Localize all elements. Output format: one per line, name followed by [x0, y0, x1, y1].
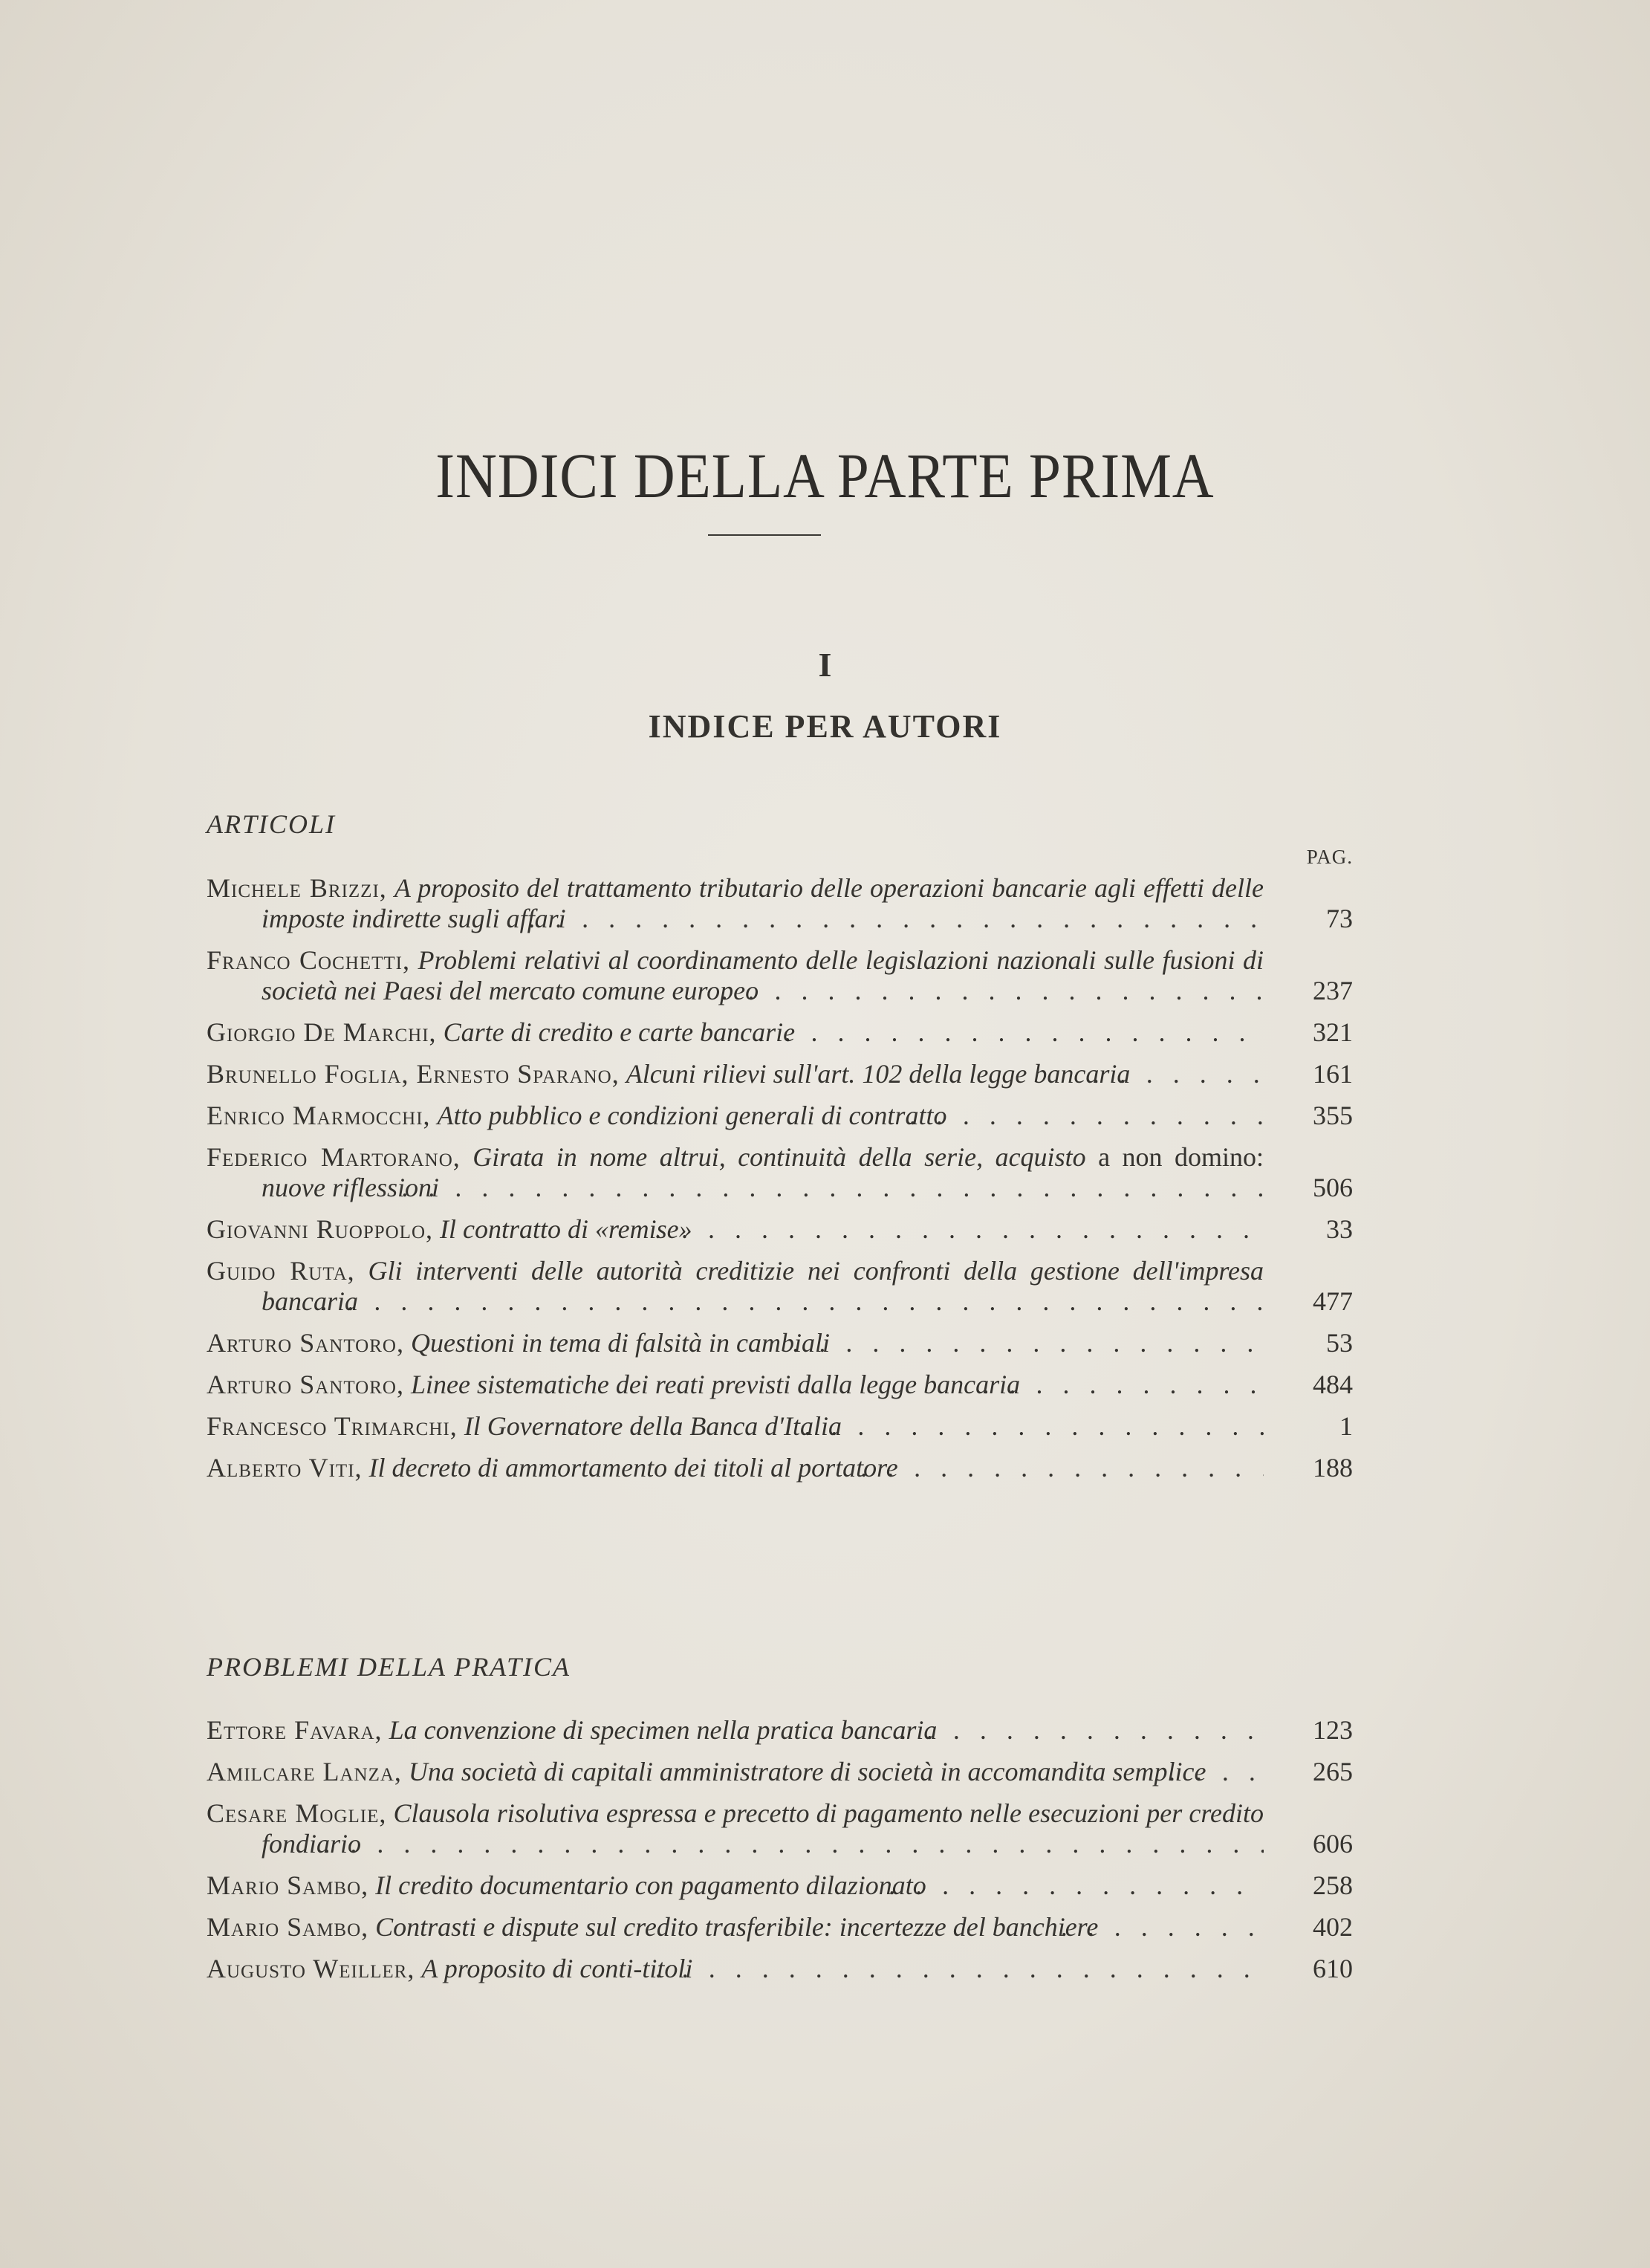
entry-title: Carte di credito e carte bancarie: [443, 1017, 796, 1047]
entry-title: A proposito del trattamento tributario delle operazioni bancarie agli effetti delle imposte indirette sugli affari: [262, 873, 1264, 933]
entry-title: Contrasti e dispute sul credito trasferibile: incertezze del banchiere: [375, 1912, 1099, 1942]
index-entry: [207, 945, 1353, 1006]
entry-text: [207, 1411, 1264, 1442]
entry-title: Il contratto di «remise»: [440, 1214, 692, 1244]
entry-title: Questioni in tema di falsità in cambiali: [410, 1328, 830, 1358]
entry-page-number: 321: [1313, 1017, 1353, 1047]
entry-author: Giorgio De Marchi,: [207, 1017, 437, 1047]
index-entry: [207, 873, 1353, 934]
entry-page-number: 33: [1326, 1214, 1353, 1244]
entry-title: Girata in nome altrui, continuità della serie, acquisto: [472, 1142, 1086, 1172]
index-entry: [207, 1101, 1353, 1131]
entry-title: A proposito di conti-titoli: [421, 1954, 693, 1983]
entry-page-number: 237: [1313, 976, 1353, 1005]
entry-author: Federico Martorano,: [207, 1142, 461, 1172]
entry-author: Guido Ruta,: [207, 1256, 355, 1286]
entry-author: Giovanni Ruoppolo,: [207, 1214, 434, 1244]
entry-title: Il Governatore della Banca d'Italia: [464, 1411, 842, 1441]
index-entry: [207, 1870, 1353, 1901]
entry-text: [207, 1870, 1264, 1901]
page-column-header: PAG.: [1306, 846, 1353, 868]
entry-author: Augusto Weiller,: [207, 1954, 415, 1983]
index-entry: [207, 1142, 1353, 1203]
entry-page-number: 161: [1313, 1059, 1353, 1089]
entry-title: Clausola risolutiva espressa e precetto di pagamento nelle esecuzioni per credito fondiario: [262, 1798, 1264, 1859]
section-numeral: I: [818, 646, 832, 684]
entry-page-number: 188: [1313, 1453, 1353, 1483]
entry-title: Alcuni rilievi sull'art. 102 della legge bancaria: [626, 1059, 1131, 1089]
entry-text: [207, 1912, 1264, 1943]
entry-title: Gli interventi delle autorità creditizie nei confronti della gestione dell'impresa bancaria: [262, 1256, 1264, 1316]
entry-author: Mario Sambo,: [207, 1870, 369, 1900]
entry-page-number: 477: [1313, 1286, 1353, 1316]
entry-title: Problemi relativi al coordinamento delle legislazioni nazionali sulle fusioni di società nei Paesi del mercato comune europeo: [262, 945, 1264, 1005]
entry-page-number: 484: [1313, 1370, 1353, 1399]
entry-author: Brunello Foglia, Ernesto Sparano,: [207, 1059, 620, 1089]
entry-page-number: 402: [1313, 1912, 1353, 1942]
section-title: INDICE PER AUTORI: [648, 708, 1002, 745]
entry-text: [207, 1017, 1264, 1048]
entry-author: Amilcare Lanza,: [207, 1757, 402, 1786]
entry-title-roman: a non domino:: [1098, 1142, 1264, 1172]
index-entry: [207, 1370, 1353, 1400]
index-entry: [207, 1798, 1353, 1859]
entry-author: Arturo Santoro,: [207, 1328, 404, 1358]
entry-author: Arturo Santoro,: [207, 1370, 404, 1399]
entry-text: [207, 1453, 1264, 1483]
entry-text: [207, 1101, 1264, 1131]
entry-text: [207, 1214, 1264, 1245]
entry-author: Franco Cochetti,: [207, 945, 410, 975]
entry-text: [207, 1757, 1264, 1787]
index-entry: [207, 1715, 1353, 1746]
entry-page-number: 506: [1313, 1173, 1353, 1202]
entry-text: [207, 1328, 1264, 1358]
entry-page-number: 258: [1313, 1870, 1353, 1900]
entry-author: Cesare Moglie,: [207, 1798, 387, 1828]
entry-text: [207, 1142, 1264, 1203]
entry-title: Il credito documentario con pagamento dilazionato: [375, 1870, 926, 1900]
entry-page-number: 355: [1313, 1101, 1353, 1130]
index-entry: [207, 1214, 1353, 1245]
entry-page-number: 1: [1339, 1411, 1353, 1441]
entry-title: Una società di capitali amministratore di società in accomandita semplice: [408, 1757, 1206, 1786]
articoli-list: [207, 873, 1353, 1494]
entry-text: [207, 1256, 1264, 1317]
index-entry: [207, 1453, 1353, 1483]
entry-author: Alberto Viti,: [207, 1453, 363, 1483]
entry-author: Francesco Trimarchi,: [207, 1411, 458, 1441]
entry-title: Linee sistematiche dei reati previsti dalla legge bancaria: [410, 1370, 1021, 1399]
entry-text: [207, 1954, 1264, 1984]
index-entry: [207, 1059, 1353, 1089]
entry-author: Enrico Marmocchi,: [207, 1101, 431, 1130]
index-entry: [207, 1328, 1353, 1358]
entry-page-number: 606: [1313, 1829, 1353, 1859]
articoli-heading: ARTICOLI: [207, 809, 337, 839]
entry-page-number: 265: [1313, 1757, 1353, 1786]
problemi-heading: PROBLEMI DELLA PRATICA: [207, 1652, 571, 1682]
entry-author: Ettore Favara,: [207, 1715, 383, 1745]
entry-page-number: 53: [1326, 1328, 1353, 1358]
index-entry: [207, 1912, 1353, 1943]
entry-text: [207, 1715, 1264, 1746]
entry-text: [207, 873, 1264, 934]
page-title: INDICI DELLA PARTE PRIMA: [435, 440, 1215, 511]
index-entry: [207, 1954, 1353, 1984]
entry-text: [207, 1370, 1264, 1400]
entry-title: La convenzione di specimen nella pratica bancaria: [389, 1715, 938, 1745]
index-entry: [207, 1256, 1353, 1317]
index-entry: [207, 1757, 1353, 1787]
title-divider: [708, 534, 821, 536]
entry-text: [207, 1059, 1264, 1089]
entry-page-number: 123: [1313, 1715, 1353, 1745]
entry-title: Atto pubblico e condizioni generali di contratto: [437, 1101, 947, 1130]
entry-title: Il decreto di ammortamento dei titoli al portatore: [368, 1453, 898, 1483]
entry-author: Mario Sambo,: [207, 1912, 369, 1942]
problemi-list: [207, 1715, 1353, 1995]
entry-text: [207, 1798, 1264, 1859]
index-entry: [207, 1411, 1353, 1442]
entry-author: Michele Brizzi,: [207, 873, 387, 903]
index-entry: [207, 1017, 1353, 1048]
entry-page-number: 610: [1313, 1954, 1353, 1983]
entry-title-continued: nuove riflessioni: [262, 1173, 439, 1202]
entry-text: [207, 945, 1264, 1006]
entry-page-number: 73: [1326, 904, 1353, 933]
